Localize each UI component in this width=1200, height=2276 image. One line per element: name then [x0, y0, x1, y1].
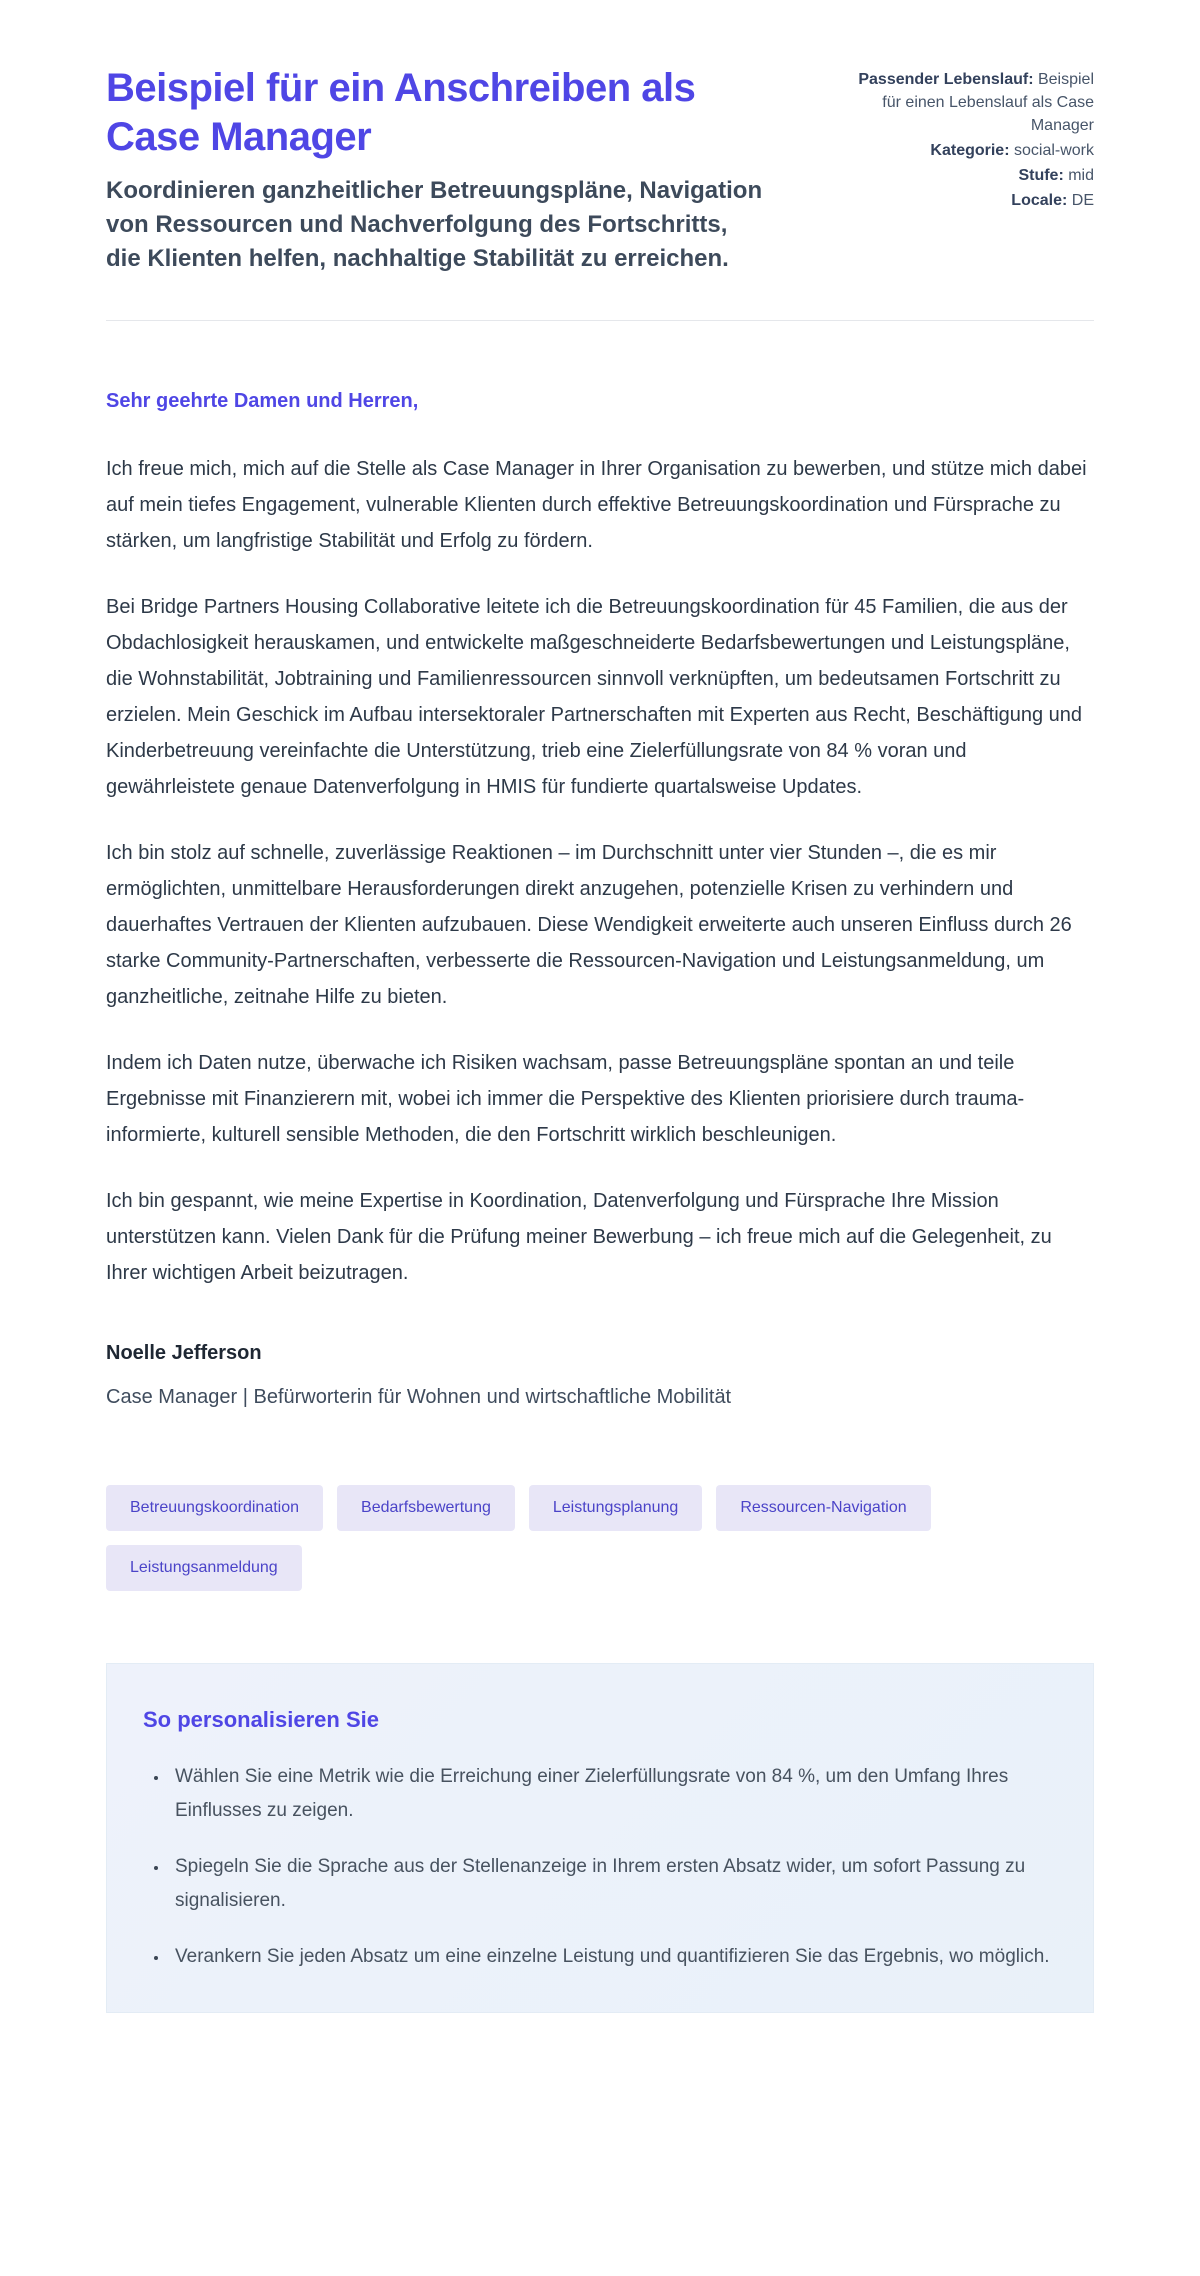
letter-paragraph-5: Ich bin gespannt, wie meine Expertise in Koordination, Datenverfolgung und Fürsprache Ihre Mission unterstützen kann. Vielen Dank für die Prüfung meiner Bewerbung – ich freue mich auf die Gelegenheit, zu Ihrer wichtigen Arbeit beizutragen. — [106, 1190, 1052, 1284]
meta-panel — [849, 68, 1094, 212]
tag-chip-bedarfsbewertung: Bedarfsbewertung — [337, 1485, 515, 1531]
header-title-block — [106, 64, 766, 276]
header — [106, 64, 1094, 276]
letter-paragraph-3: Ich bin stolz auf schnelle, zuverlässige Reaktionen – im Durchschnitt unter vier Stunden –, die es mir ermöglichten, unmittelbare Herausforderungen direkt anzugehen, potenzielle Krisen zu verhindern und dauerhaftes Vertrauen der Klienten aufzubauen. Diese Wendigkeit erweiterte auch unseren Einfluss durch 26 starke Community-Partnerschaften, verbesserte die Ressourcen-Navigation und Leistungsanmeldung, um ganzheitliche, zeitnahe Hilfe zu bieten. — [106, 842, 1072, 1008]
meta-category-label: Kategorie: — [930, 142, 1010, 159]
tips-heading: So personalisieren Sie — [143, 1707, 379, 1732]
meta-level-label: Stufe: — [1018, 167, 1064, 184]
meta-locale-label: Locale: — [1011, 192, 1068, 209]
meta-level-value: mid — [1068, 167, 1094, 184]
signature-role: Case Manager | Befürworterin für Wohnen und wirtschaftliche Mobilität — [106, 1386, 732, 1408]
tag-chip-betreuungskoordination: Betreuungskoordination — [106, 1485, 323, 1531]
tips-list — [143, 1760, 1053, 1974]
tag-chip-leistungsplanung: Leistungsplanung — [529, 1485, 702, 1531]
header-divider — [106, 320, 1094, 321]
personalization-tips-box — [106, 1663, 1094, 2013]
meta-resume-value: Beispiel für einen Lebenslauf als Case Manager — [882, 71, 1094, 134]
tag-chip-leistungsanmeldung: Leistungsanmeldung — [106, 1545, 302, 1591]
letter-body — [106, 387, 1094, 1411]
tip-item-2: • Spiegeln Sie die Sprache aus der Stellenanzeige in Ihrem ersten Absatz wider, um sofort Passung zu signalisieren. — [169, 1850, 1053, 1918]
meta-row-level — [849, 164, 1094, 187]
page-title: Beispiel für ein Anschreiben als Case Manager — [106, 66, 696, 159]
letter-paragraph-2: Bei Bridge Partners Housing Collaborative leitete ich die Betreuungskoordination für 45 Familien, die aus der Obdachlosigkeit herauskamen, und entwickelte maßgeschneiderte Bedarfsbewertungen und Leistungspläne, die Wohnstabilität, Jobtraining und Familienressourcen sinnvoll verknüpften, um bedeutsamen Fortschritt zu erzielen. Mein Geschick im Aufbau intersektoraler Partnerschaften mit Experten aus Recht, Beschäftigung und Kinderbetreuung vereinfachte die Unterstützung, trieb eine Zielerfüllungsrate von 84 % voran und gewährleistete genaue Datenverfolgung in HMIS für fundierte quartalsweise Updates. — [106, 596, 1083, 798]
tip-item-1: • Wählen Sie eine Metrik wie die Erreichung einer Zielerfüllungsrate von 84 %, um den Umfang Ihres Einflusses zu zeigen. — [169, 1760, 1053, 1828]
meta-locale-value: DE — [1071, 192, 1094, 209]
letter-paragraph-4: Indem ich Daten nutze, überwache ich Risiken wachsam, passe Betreuungspläne spontan an und teile Ergebnisse mit Finanzierern mit, wobei ich immer die Perspektive des Klienten priorisiere durch trauma-informierte, kulturell sensible Methoden, die den Fortschritt wirklich beschleunigen. — [106, 1052, 1025, 1146]
meta-resume-label: Passender Lebenslauf: — [858, 71, 1034, 88]
letter-paragraph-1: Ich freue mich, mich auf die Stelle als Case Manager in Ihrer Organisation zu bewerben, und stütze mich dabei auf mein tiefes Engagement, vulnerable Klienten durch effektive Betreuungskoordination und Fürsprache zu stärken, um langfristige Stabilität und Erfolg zu fördern. — [106, 458, 1087, 552]
meta-row-category — [849, 139, 1094, 162]
meta-row-resume — [849, 68, 1094, 137]
meta-category-value: social-work — [1013, 142, 1094, 159]
signature-name: Noelle Jefferson — [106, 1342, 262, 1364]
meta-row-locale — [849, 189, 1094, 212]
letter-greeting: Sehr geehrte Damen und Herren, — [106, 390, 419, 412]
tag-list — [106, 1485, 1006, 1591]
page-subtitle: Koordinieren ganzheitlicher Betreuungspläne, Navigation von Ressourcen und Nachverfolgung des Fortschritts, die Klienten helfen, nachhaltige Stabilität zu erreichen. — [106, 177, 763, 272]
tip-item-3: • Verankern Sie jeden Absatz um eine einzelne Leistung und quantifizieren Sie das Ergebnis, wo möglich. — [169, 1940, 1053, 1974]
tag-chip-ressourcen-navigation: Ressourcen-Navigation — [716, 1485, 930, 1531]
